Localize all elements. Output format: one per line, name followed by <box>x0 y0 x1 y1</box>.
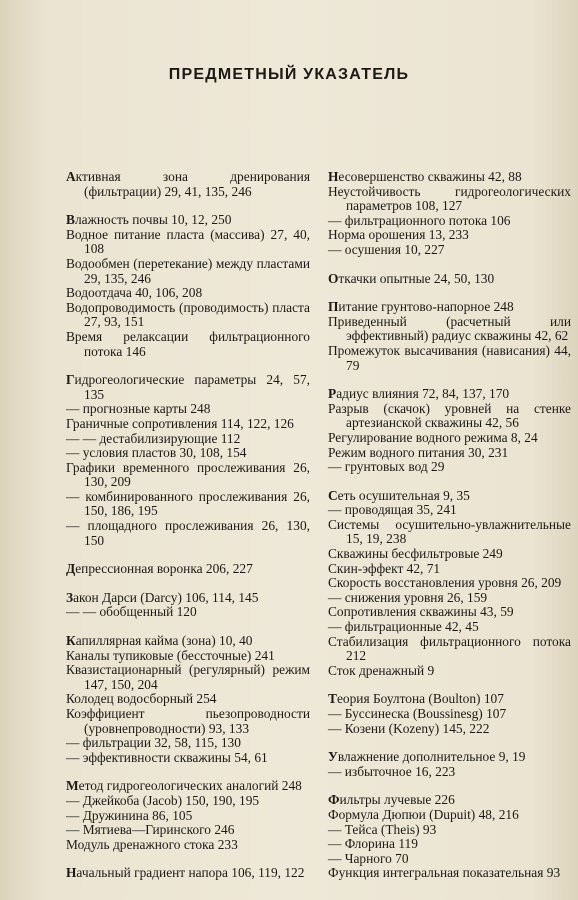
index-entry: Каналы тупиковые (бессточные) 241 <box>66 647 275 663</box>
index-entry: — условия пластов 30, 108, 154 <box>66 445 247 461</box>
index-entry: Формула Дюпюи (Dupuit) 48, 216 <box>328 806 519 822</box>
index-entry: Приведенный (расчетный или эффективный) радиус скважины 42, 62 <box>328 313 571 344</box>
index-entry: Колодец водосборный 254 <box>66 691 217 707</box>
index-entry: Гидрогеологические параметры 24, 57, 135 <box>66 372 310 402</box>
index-section <box>66 213 310 359</box>
index-entry: Неустойчивость гидрогеологических параметров 108, 127 <box>328 183 571 214</box>
index-entry: Сток дренажный 9 <box>328 662 435 678</box>
index-entry: Начальный градиент напора 106, 119, 122 <box>66 865 305 881</box>
index-entry: Скорость восстановления уровня 26, 209 <box>328 575 562 591</box>
index-entry: Сопротивления скважины 43, 59 <box>328 604 514 620</box>
index-entry: Промежуток высачивания (нависания) 44, 79 <box>328 342 571 373</box>
index-entry: Закон Дарси (Darcy) 106, 114, 145 <box>66 589 259 605</box>
index-entry: — избыточное 16, 223 <box>328 763 456 779</box>
index-entry: — Дружинина 86, 105 <box>66 807 193 823</box>
index-entry: Графики временного прослеживания 26, 130, 209 <box>66 459 310 490</box>
index-entry: — проводящая 35, 241 <box>328 502 457 518</box>
index-entry: Метод гидрогеологических аналогий 248 <box>66 778 302 794</box>
index-entry: Увлажнение дополнительное 9, 19 <box>328 749 526 765</box>
index-section <box>328 272 571 287</box>
index-entry: Стабилизация фильтрационного потока 212 <box>328 633 571 664</box>
index-entry: — фильтрационного потока 106 <box>328 212 511 228</box>
index-section <box>328 489 571 679</box>
index-entry: Скважины бесфильтровые 249 <box>328 546 503 562</box>
index-entry: Радиус влияния 72, 84, 137, 170 <box>328 386 510 402</box>
index-section <box>66 779 310 852</box>
index-entry: Питание грунтово-напорное 248 <box>328 299 514 315</box>
index-entry: — Тейса (Theis) 93 <box>328 821 437 837</box>
index-section <box>328 793 571 881</box>
index-entry: Скин-эффект 42, 71 <box>328 560 441 576</box>
index-entry: Системы осушительно-увлажнительные 15, 19, 238 <box>328 516 571 547</box>
index-entry: — Мятиева—Гиринского 246 <box>66 822 235 838</box>
index-entry: Водопроводимость (проводимость) пласта 27, 93, 151 <box>66 299 310 330</box>
index-entry: Коэффициент пьезопроводности (уровнепроводности) 93, 133 <box>66 706 310 736</box>
index-entry: — осушения 10, 227 <box>328 241 445 257</box>
index-entry: — Флорина 119 <box>328 836 418 852</box>
index-section <box>328 170 571 258</box>
index-section <box>328 692 571 736</box>
index-section <box>66 170 310 199</box>
index-section <box>66 373 310 548</box>
index-entry: — Буссинеска (Boussinesg) 107 <box>328 706 507 721</box>
index-entry: Режим водного питания 30, 231 <box>328 444 509 460</box>
index-entry: — комбинированного прослеживания 26, 150, 186, 195 <box>66 488 310 519</box>
index-entry: Разрыв (скачок) уровней на стенке артезианской скважины 42, 56 <box>328 400 571 431</box>
index-entry: Теория Боултона (Boulton) 107 <box>328 691 504 707</box>
index-entry: — снижения уровня 26, 159 <box>328 589 488 605</box>
index-column-left <box>66 170 310 895</box>
index-section <box>66 591 310 620</box>
index-entry: Граничные сопротивления 114, 122, 126 <box>66 415 294 431</box>
index-entry: — площадного прослеживания 26, 130, 150 <box>66 518 310 548</box>
index-section <box>66 634 310 765</box>
index-entry: — фильтрационные 42, 45 <box>328 619 479 635</box>
index-entry: Активная зона дренирования (фильтрации) 29, 41, 135, 246 <box>66 169 310 199</box>
index-entry: Откачки опытные 24, 50, 130 <box>328 270 495 286</box>
index-entry: — грунтовых вод 29 <box>328 459 445 475</box>
index-entry: Водообмен (перетекание) между пластами 29, 135, 246 <box>66 255 310 286</box>
index-entry: Квазистационарный (регулярный) режим 147, 150, 204 <box>66 662 310 692</box>
index-column-right <box>328 170 571 895</box>
index-entry: Время релаксации фильтрационного потока 146 <box>66 328 310 359</box>
index-section <box>328 300 571 373</box>
index-entry: Функция интегральная показательная 93 <box>328 865 561 881</box>
index-entry: Регулирование водного режима 8, 24 <box>328 429 538 445</box>
index-entry: Норма орошения 13, 233 <box>328 227 469 243</box>
index-section <box>66 866 310 881</box>
index-entry: — — дестабилизирующие 112 <box>66 430 241 446</box>
index-entry: Водное питание пласта (массива) 27, 40, 108 <box>66 226 310 257</box>
index-entry: — Козени (Kozeny) 145, 222 <box>328 720 490 736</box>
index-entry: Несовершенство скважины 42, 88 <box>328 169 522 184</box>
index-entry: Капиллярная кайма (зона) 10, 40 <box>66 633 253 649</box>
index-section <box>328 387 571 475</box>
index-entry: Депрессионная воронка 206, 227 <box>66 561 253 577</box>
page-title: ПРЕДМЕТНЫЙ УКАЗАТЕЛЬ <box>168 66 410 83</box>
index-entry: Фильтры лучевые 226 <box>328 792 455 808</box>
index-entry: — Джейкоба (Jacob) 150, 190, 195 <box>66 792 260 808</box>
index-section <box>66 562 310 577</box>
index-entry: — фильтрации 32, 58, 115, 130 <box>66 735 241 751</box>
index-entry: Водоотдача 40, 106, 208 <box>66 285 203 301</box>
index-entry: Модуль дренажного стока 233 <box>66 836 238 852</box>
index-entry: Влажность почвы 10, 12, 250 <box>66 212 232 228</box>
index-section <box>328 750 571 779</box>
index-entry: — — обобщенный 120 <box>66 604 197 620</box>
index-entry: — Чарного 70 <box>328 850 409 866</box>
index-entry: — прогнозные карты 248 <box>66 401 211 417</box>
index-entry: — эффективности скважины 54, 61 <box>66 749 268 765</box>
index-entry: Сеть осушительная 9, 35 <box>328 487 470 503</box>
